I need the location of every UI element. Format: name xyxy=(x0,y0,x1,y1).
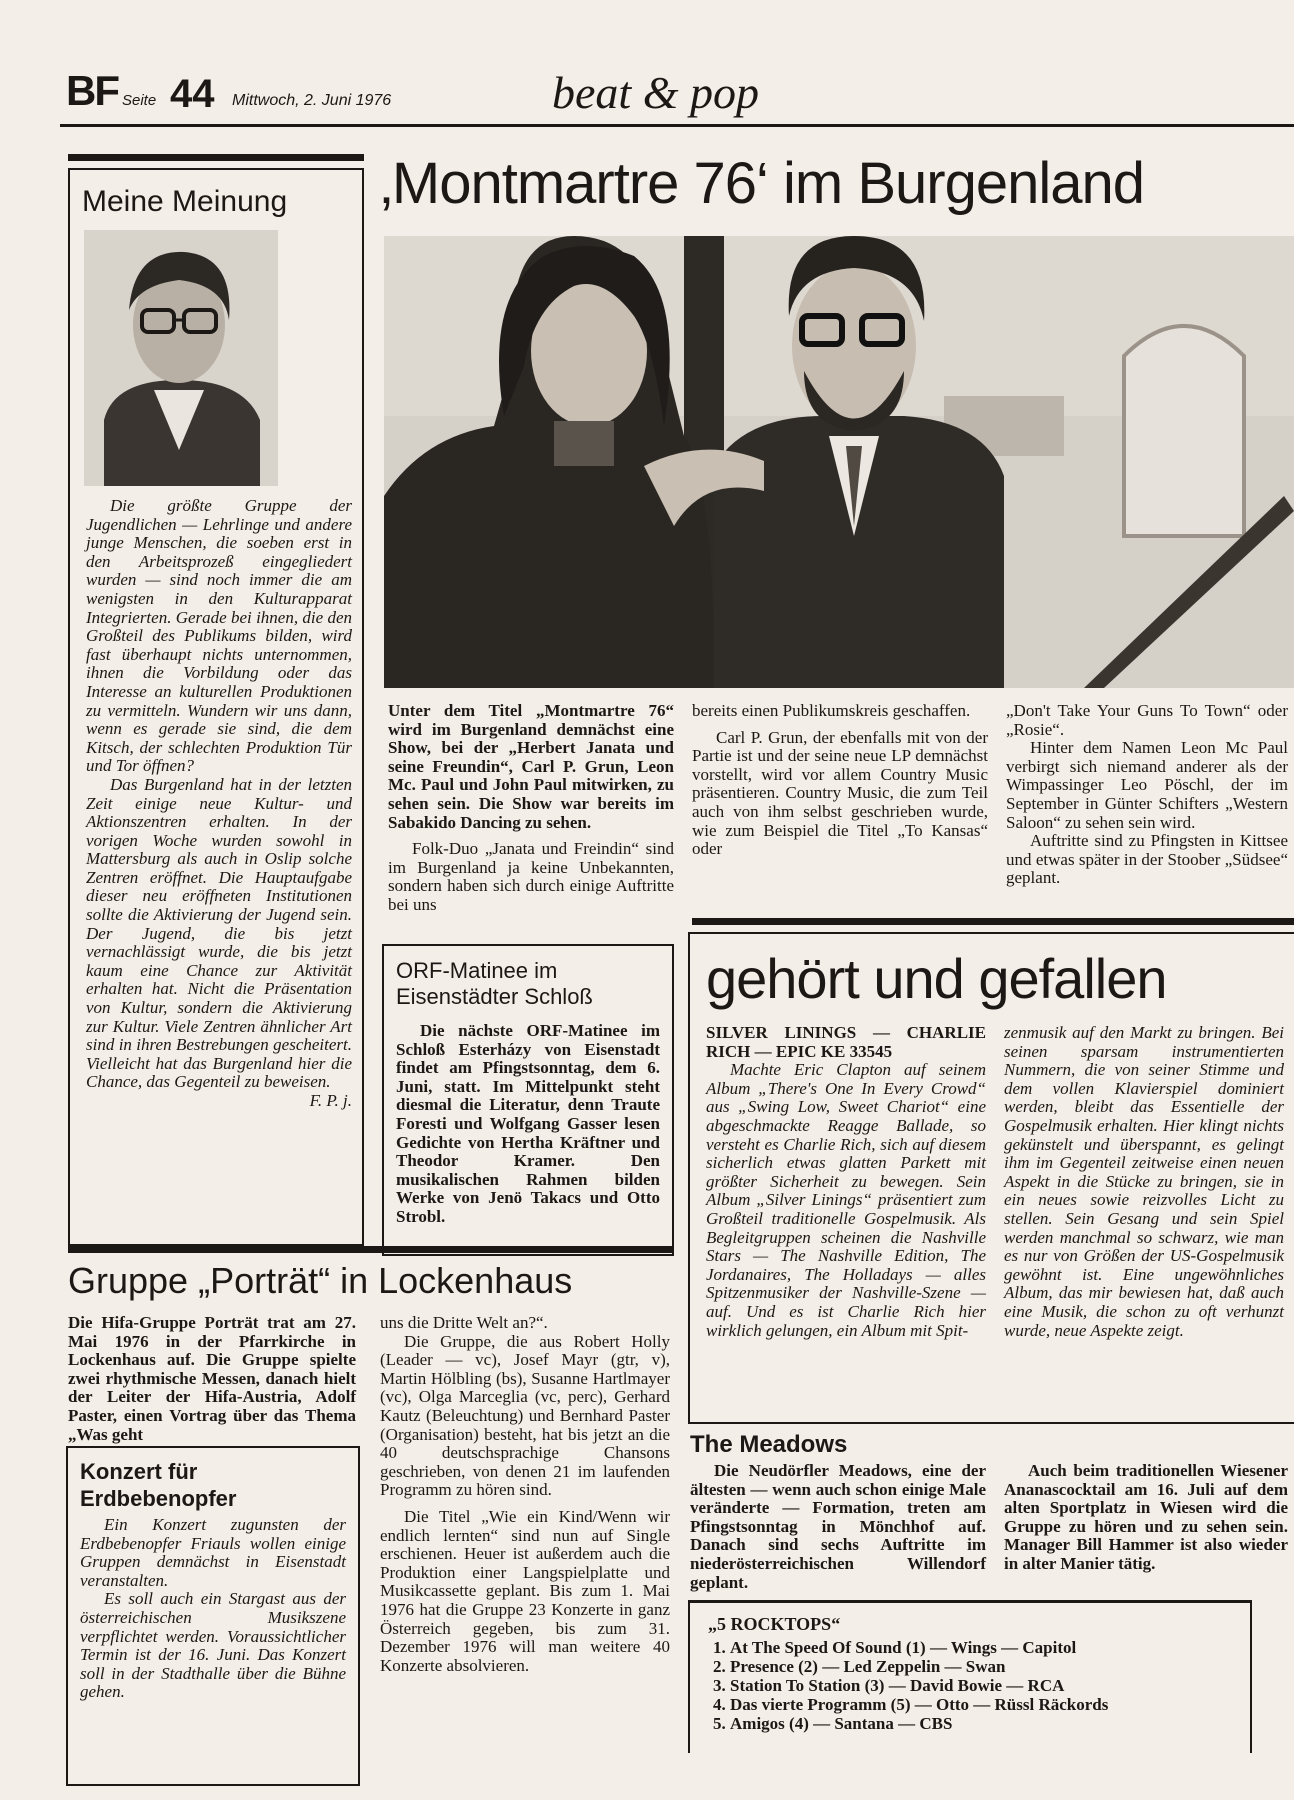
montmartre-col-2 xyxy=(692,702,988,859)
section-title: beat & pop xyxy=(552,67,759,118)
montmartre-headline: ‚Montmartre 76‘ im Burgenland xyxy=(380,151,1145,216)
gehoert-col2-text: zenmusik auf den Markt zu bringen. Bei seinen sparsam instrumentierten Nummern, die von seiner Stimme und dem vollen Klavierspiel dominiert werden, bleibt das Essentielle der Gospelmusik erhalten. Hier klingt nichts gekünstelt und überspannt, es gelingt ihm im Gegenteil zeitweise einen neuen Aspekt in die Stücke zu bringen, sie in ein neues sowie reizvolles Licht zu stellen. Sein Gesang und sein Spiel werden manchmal so schwarz, wie man es nur von Größen der US-Gospelmusik gewöhnt ist. Eine ungewöhnliches Album, das mir bewiesen hat, daß auch eine Musik, die schon zu oft verhunzt wurde, neue Aspekte zeigt. xyxy=(1004,1023,1284,1340)
meinung-paragraph-1: Die größte Gruppe der Jugendlichen — Lehrlinge und andere junge Menschen, die soeben erst in den Arbeitsprozeß eingegliedert wurden — sind noch immer die am wenigsten in den Kulturapparat Integrierten. Gerade bei ihnen, die den Großteil des Publikums bilden, wird fast überhaupt nichts unternommen, ihnen die Vorbildung oder das Interesse an kulturellen Produktionen zu vermitteln. Wundern wir uns dann, wenn es gerade sie sind, die dem Kitsch, der schlechten Produktion Tür und Tor öffnen? xyxy=(86,496,352,776)
rocktops-item: 3. Station To Station (3) — David Bowie — RCA xyxy=(730,1676,1240,1695)
rocktops-item: 1. At The Speed Of Sound (1) — Wings — Capitol xyxy=(730,1638,1240,1657)
orf-title-line-1: ORF-Matinee im xyxy=(396,958,558,983)
konzert-paragraph-2: Es soll auch ein Stargast aus der österreichischen Musikszene verpflichtet werden. Voraussichtlicher Termin ist der 16. Juni. Das Konzert soll in der Stadthalle über die Bühne gehen. xyxy=(80,1589,346,1702)
rocktops-title: „5 ROCKTOPS“ xyxy=(708,1614,841,1634)
rocktops-item: 2. Presence (2) — Led Zeppelin — Swan xyxy=(730,1657,1240,1676)
masthead-logo: BF xyxy=(66,67,118,114)
portraet-col-2 xyxy=(380,1314,670,1675)
portraet-col-1 xyxy=(68,1314,356,1444)
konzert-title-line-2: Erdbebenopfer xyxy=(80,1486,237,1511)
meinung-title: Meine Meinung xyxy=(82,185,288,218)
meinung-text xyxy=(86,497,352,1111)
orf-text: Die nächste ORF-Matinee im Schloß Esterházy von Eisenstadt findet am Pfingstsonntag, dem 6. Juni, statt. Im Mittelpunkt steht diesmal die Literatur, denn Traute Foresti und Wolfgang Gasser lesen Gedichte von Hertha Kräftner und Theodor Kramer. Den musikalischen Rahmen bilden Werke von Jenö Takacs und Otto Strobl. xyxy=(396,1021,660,1226)
gehoert-col-2 xyxy=(1004,1024,1284,1340)
montmartre-col-1 xyxy=(388,702,674,915)
page-word: Seite xyxy=(122,92,157,109)
konzert-paragraph-1: Ein Konzert zugunsten der Erdbebenopfer Friauls wollen einige Gruppen demnächst in Eisenstadt veranstalten. xyxy=(80,1515,346,1590)
rocktops-item: 5. Amigos (4) — Santana — CBS xyxy=(730,1714,1240,1733)
meinung-paragraph-2: Das Burgenland hat in der letzten Zeit einige neue Kultur- und Aktionszentren erhalten. In der vorigen Woche wurden sowohl in Mattersburg als auch in Oslip solche Zentren eröffnet. Die Hauptaufgabe dieser neu eröffneten Institutionen sollte die Aktivierung der Jugend sein. Der Jugend, die bis jetzt vernachlässigt wurde, die bis jetzt kaum eine Chance zur Aktivität erhalten hat. Nicht die Präsentation von Kultur, sondern die Aktivierung zur Kultur. Viele Zentren ähnlicher Art sind in ihren Bestrebungen gescheitert. Vielleicht hat das Burgenland hier die Chance, das Gegenteil zu beweisen. xyxy=(86,774,352,1092)
issue-date: Mittwoch, 2. Juni 1976 xyxy=(232,92,392,109)
meinung-signature: F. P. j. xyxy=(309,1091,352,1110)
portraet-col2-paragraph-2: Die Gruppe, die aus Robert Holly (Leader — vc), Josef Mayr (gtr, v), Martin Hölbling (bs), Susanne Hartlmayer (vc), Olga Marceglia (vc, perc), Gerhard Kautz (Beleuchtung) und Bernhard Paster (Organisation) besteht, hat bis jetzt an die 40 deutschsprachige Chansons geschrieben, von denen 21 im laufenden Programm zu hören sind. xyxy=(380,1331,670,1500)
author-photo xyxy=(84,230,278,486)
portraet-top-bar xyxy=(68,1246,672,1253)
meadows-title: The Meadows xyxy=(690,1431,848,1458)
rocktops-list-wrap xyxy=(700,1638,1240,1733)
montmartre-col2-paragraph-2: Carl P. Grun, der ebenfalls mit von der Partie ist und der seine neue LP demnächst vorstellt, wird vor allem Country Music präsentieren. Country Music, die zum Teil auch von ihm selbst geschrieben wurde, wie zum Beispiel die Titel „To Kansas“ oder xyxy=(692,727,988,859)
portraet-lead: Die Hifa-Gruppe Porträt trat am 27. Mai 1976 in der Pfarrkirche in Lockenhaus auf. Die Gruppe spielte zwei rhythmische Messen, danach hielt der Leiter der Hifa-Austria, Adolf Paster, einen Vortrag über das Thema „Was geht xyxy=(68,1313,356,1444)
orf-title-line-2: Eisenstädter Schloß xyxy=(396,984,593,1009)
gehoert-headline: gehört und gefallen xyxy=(706,947,1167,1010)
meinung-top-bar xyxy=(68,154,364,161)
gehoert-col1-text: Machte Eric Clapton auf seinem Album „There's One In Every Crowd“ aus „Swing Low, Sweet Chariot“ eine abgeschmackte Reagge Ballade, so versteht es Charlie Rich, sich auf diesem sicherlich etwas glatten Parkett mit größter Sicherheit zu bewegen. Sein Album „Silver Linings“ präsentiert zum Großteil traditionelle Gospelmusik. Als Begleitgruppen scheinen die Nashville Stars — The Nashville Edition, The Jordanaires, The Holladays — alles Spitzenmusiker der Nashville-Szene — auf. Und es ist Charlie Rich hier wirklich gelungen, ein Album mit Spit- xyxy=(706,1060,986,1340)
portraet-headline: Gruppe „Porträt“ in Lockenhaus xyxy=(68,1260,573,1301)
rocktops-item: 4. Das vierte Programm (5) — Otto — Rüssl Räckords xyxy=(730,1695,1240,1714)
meadows-col1-text: Die Neudörfler Meadows, eine der ältesten — wenn auch schon einige Male veränderte — Formation, treten am Pfingstsonntag in Mönchhof auf. Danach sind sechs Auftritte im niederösterreichischen Willendorf geplant. xyxy=(690,1461,986,1592)
montmartre-col3-paragraph-2: Hinter dem Namen Leon Mc Paul verbirgt sich niemand anderer als der Wimpassinger Leo Pöschl, der im September in Günter Schifters „Western Saloon“ zu sehen sein wird. xyxy=(1006,738,1288,832)
montmartre-lead: Unter dem Titel „Montmartre 76“ wird im Burgenland demnächst eine Show, bei der „Herbert Janata und seine Freundin“, Carl P. Grun, Leon Mc. Paul und John Paul mitwirken, zu sehen sein. Die Show war bereits im Sabakido Dancing zu sehen. xyxy=(388,701,674,832)
meadows-col-1 xyxy=(690,1462,986,1592)
portraet-col2-paragraph-3: Die Titel „Wie ein Kind/Wenn wir endlich lernten“ sind nun auf Single erschienen. Heuer ist außerdem auch die Produktion einer Langspielplatte und Musikcassette geplant. Bis zum 1. Mai 1976 hat die Gruppe 23 Konzerte in ganz Österreich gegeben, bis zum 31. Dezember 1976 will man weitere 40 Konzerte absolvieren. xyxy=(380,1506,670,1675)
page-number: 44 xyxy=(170,72,215,116)
montmartre-col-3 xyxy=(1006,702,1288,888)
portraet-col2-paragraph-1: uns die Dritte Welt an?“. xyxy=(380,1313,548,1332)
montmartre-photo xyxy=(384,236,1294,688)
header-rule xyxy=(60,124,1294,127)
montmartre-col3-paragraph-3: Auftritte sind zu Pfingsten in Kittsee und etwas später in der Stoober „Südsee“ geplant. xyxy=(1006,831,1288,888)
konzert-text-wrap xyxy=(80,1516,346,1702)
meadows-col2-text: Auch beim traditionellen Wiesener Ananascocktail am 16. Juli auf dem alten Sportplatz in Wiesen wird die Gruppe zu hören und zu sehen sein. Manager Bill Hammer ist also wieder in alter Manier tätig. xyxy=(1004,1461,1288,1573)
montmartre-col2-paragraph-1: bereits einen Publikumskreis geschaffen. xyxy=(692,701,971,720)
konzert-title-line-1: Konzert für xyxy=(80,1459,198,1484)
konzert-title xyxy=(80,1458,236,1512)
rocktops-list xyxy=(700,1638,1240,1733)
montmartre-col1-paragraph: Folk-Duo „Janata und Freindin“ sind im Burgenland ja keine Unbekannten, sondern haben sich durch einige Auftritte bei uns xyxy=(388,839,674,914)
gehoert-subhead: SILVER LININGS — CHARLIE RICH — EPIC KE 33545 xyxy=(706,1023,986,1061)
orf-text-wrap xyxy=(396,1022,660,1227)
montmartre-col3-paragraph-1: „Don't Take Your Guns To Town“ oder „Rosie“. xyxy=(1006,701,1288,739)
orf-title xyxy=(396,958,593,1010)
meadows-col-2 xyxy=(1004,1462,1288,1574)
gehoert-col-1 xyxy=(706,1024,986,1340)
gehoert-top-bar xyxy=(692,918,1294,925)
